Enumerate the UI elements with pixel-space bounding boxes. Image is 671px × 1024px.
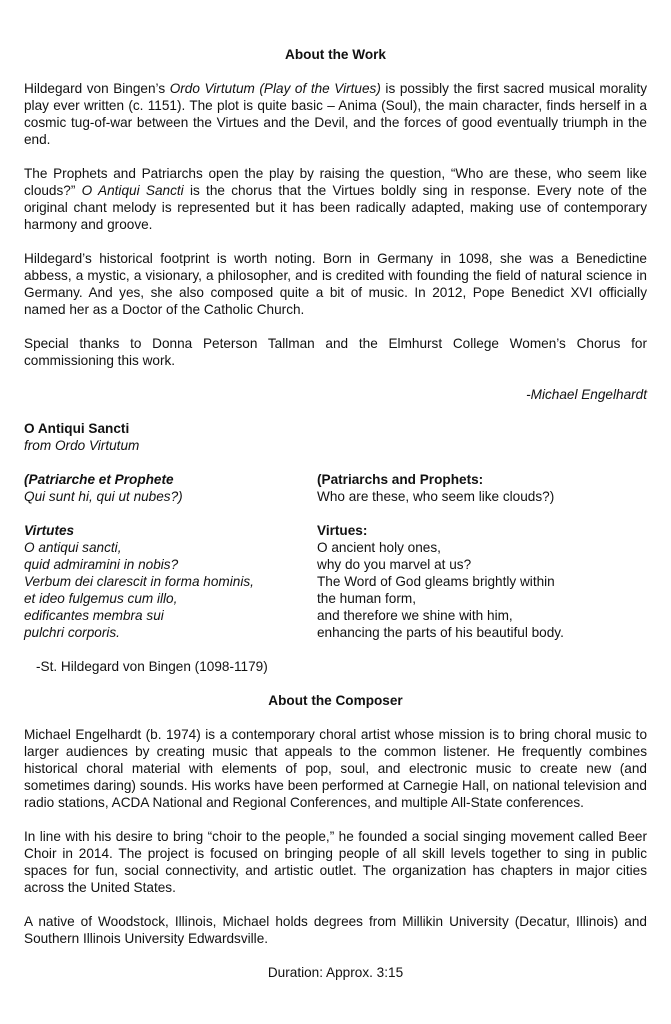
text-run: is the chorus that the Virtues boldly sing in response. Every note of the original chant melody is represented but it has been radically adapted, making use of contemporary harmony and groove. bbox=[24, 183, 647, 232]
text-attribution: -St. Hildegard von Bingen (1098-1179) bbox=[36, 659, 268, 674]
about-composer-paragraph-3: A native of Woodstock, Illinois, Michael holds degrees from Millikin University (Decatur, Illinois) and Southern Illinois University Edwardsville. bbox=[24, 914, 647, 946]
about-composer-heading: About the Composer bbox=[268, 693, 403, 708]
about-composer-paragraph-2: In line with his desire to bring “choir to the people,” he founded a social singing movement called Beer Choir in 2014. The project is focused on bringing people of all skill levels together to sing in public spaces for fun, social connectivity, and artistic outlet. The organization has chapters in major cities across the United States. bbox=[24, 829, 647, 895]
document-page bbox=[24, 46, 647, 981]
english-line: enhancing the parts of his beautiful body. bbox=[317, 625, 564, 640]
piece-title-italic: O Antiqui Sancti bbox=[81, 183, 184, 198]
english-line: O ancient holy ones, bbox=[317, 540, 441, 555]
english-line: The Word of God gleams brightly within bbox=[317, 574, 555, 589]
about-work-paragraph-3: Hildegard’s historical footprint is worth noting. Born in Germany in 1098, she was a Benedictine abbess, a mystic, a visionary, a philosopher, and is credited with founding the field of natural science in Germany. And yes, she also composed quite a bit of music. In 2012, Pope Benedict XVI officially named her as a Doctor of the Catholic Church. bbox=[24, 251, 647, 317]
latin-column bbox=[24, 522, 317, 641]
about-composer-paragraph-1: Michael Engelhardt (b. 1974) is a contemporary choral artist whose mission is to bring choral music to larger audiences by creating music that appeals to the common listener. He frequently combines historical choral material with elements of pop, soul, and electronic music to create new (and sometimes daring) sounds. His works have been performed at Carnegie Hall, on national television and radio stations, ACDA National and Regional Conferences, and multiple All-State conferences. bbox=[24, 727, 647, 810]
english-speaker: Virtues: bbox=[317, 523, 368, 538]
author-signature: -Michael Engelhardt bbox=[526, 387, 647, 402]
text-stanza-2 bbox=[24, 522, 647, 641]
about-work-paragraph-2 bbox=[24, 165, 647, 233]
piece-source: from Ordo Virtutum bbox=[24, 438, 140, 453]
english-speaker: (Patriarchs and Prophets: bbox=[317, 472, 484, 487]
text-run: is possibly the first sacred musical morality play ever written (c. 1151). The plot is quite basic – Anima (Soul), the main character, finds herself in a cosmic tug-of-war between the Virtues and the Devil, and the forces of good eventually triumph in the end. bbox=[24, 81, 647, 147]
latin-line: edificantes membra sui bbox=[24, 608, 164, 623]
piece-title: O Antiqui Sancti bbox=[24, 421, 130, 436]
english-column bbox=[317, 522, 647, 641]
latin-speaker: Virtutes bbox=[24, 523, 75, 538]
text-stanza-1 bbox=[24, 471, 647, 505]
english-line: Who are these, who seem like clouds?) bbox=[317, 489, 555, 504]
latin-column bbox=[24, 471, 317, 505]
work-title-italic: Ordo Virtutum (Play of the Virtues) bbox=[169, 81, 381, 96]
latin-line: pulchri corporis. bbox=[24, 625, 120, 640]
english-line: why do you marvel at us? bbox=[317, 557, 472, 572]
latin-line: et ideo fulgemus cum illo, bbox=[24, 591, 178, 606]
about-work-heading: About the Work bbox=[285, 47, 386, 62]
text-run: Hildegard von Bingen’s bbox=[24, 81, 170, 96]
english-column bbox=[317, 471, 647, 505]
latin-line: quid admiramini in nobis? bbox=[24, 557, 179, 572]
latin-line: Qui sunt hi, qui ut nubes?) bbox=[24, 489, 183, 504]
latin-speaker: (Patriarche et Prophete bbox=[24, 472, 174, 487]
latin-line: Verbum dei clarescit in forma hominis, bbox=[24, 574, 254, 589]
latin-line: O antiqui sancti, bbox=[24, 540, 122, 555]
text-run: The Prophets and Patriarchs open the play by raising the question, “Who are these, who seem like clouds?” bbox=[24, 166, 647, 198]
english-line: and therefore we shine with him, bbox=[317, 608, 513, 623]
about-work-paragraph-1 bbox=[24, 80, 647, 148]
english-line: the human form, bbox=[317, 591, 416, 606]
duration-text: Duration: Approx. 3:15 bbox=[267, 965, 404, 980]
about-work-paragraph-4: Special thanks to Donna Peterson Tallman and the Elmhurst College Women’s Chorus for commissioning this work. bbox=[24, 336, 647, 368]
